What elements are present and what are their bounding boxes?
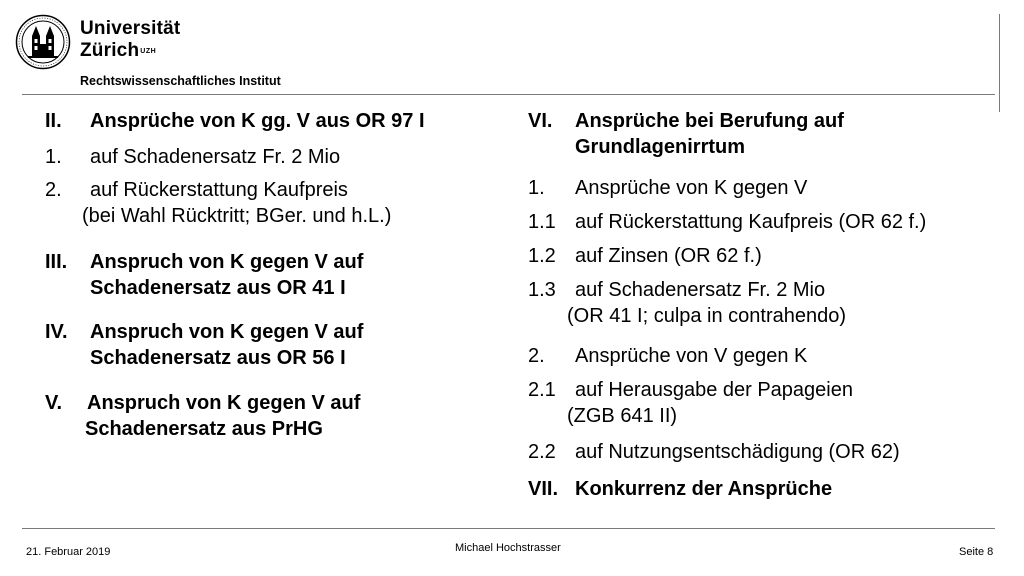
item-number: 1. — [45, 146, 62, 168]
footer-divider — [22, 528, 995, 529]
heading-line-1: Anspruch von K gegen V auf — [90, 251, 364, 273]
heading-line-2: Grundlagenirrtum — [575, 136, 746, 158]
item-number: 1. — [528, 177, 545, 199]
university-name-line1: Universität — [80, 18, 181, 39]
item-number: 2. — [528, 345, 545, 367]
item-number: 1.1 — [528, 211, 556, 233]
heading-iii — [45, 249, 495, 319]
heading-vii — [528, 476, 998, 502]
item-text: auf Herausgabe der Papageien — [575, 379, 853, 401]
university-abbrev: UZH — [140, 48, 157, 55]
item-number: 2. — [45, 179, 62, 201]
heading-number: VII. — [528, 478, 559, 500]
item-note: (ZGB 641 II) — [567, 405, 678, 427]
header-vertical-bar — [999, 14, 1000, 112]
heading-line-1: Anspruch von K gegen V auf — [90, 321, 364, 343]
heading-line-2: Schadenersatz aus PrHG — [85, 418, 323, 440]
item-number: 1.2 — [528, 245, 556, 267]
university-city: Zürich — [80, 40, 140, 61]
item-text: auf Nutzungsentschädigung (OR 62) — [575, 441, 900, 463]
list-item-1 — [528, 175, 998, 209]
heading-vi — [528, 108, 998, 175]
list-item-1-2 — [528, 243, 998, 277]
heading-number: IV. — [45, 321, 68, 343]
list-item-2 — [45, 177, 495, 249]
list-item-2-2 — [528, 439, 998, 476]
item-text: Ansprüche von K gegen V — [575, 177, 808, 199]
item-text: auf Zinsen (OR 62 f.) — [575, 245, 762, 267]
item-number: 2.1 — [528, 379, 556, 401]
heading-ii — [45, 108, 495, 144]
footer-page-number: Seite 8 — [959, 546, 994, 558]
heading-line-1: Ansprüche bei Berufung auf — [575, 110, 844, 132]
list-item-2 — [528, 343, 998, 377]
heading-number: VI. — [528, 110, 553, 132]
heading-v — [45, 390, 495, 442]
footer-date: 21. Februar 2019 — [26, 546, 111, 558]
item-text: auf Schadenersatz Fr. 2 Mio — [90, 146, 341, 168]
university-logo-text — [80, 18, 180, 62]
footer-author: Michael Hochstrasser — [455, 542, 561, 554]
institute-name: Rechtswissenschaftliches Institut — [80, 74, 281, 88]
heading-line-2: Schadenersatz aus OR 56 I — [90, 347, 346, 369]
university-seal-icon — [15, 14, 71, 70]
heading-number: V. — [45, 392, 63, 414]
item-text: auf Rückerstattung Kaufpreis (OR 62 f.) — [575, 211, 927, 233]
heading-number: III. — [45, 251, 68, 273]
item-text: auf Schadenersatz Fr. 2 Mio — [575, 279, 826, 301]
item-text: auf Rückerstattung Kaufpreis — [90, 179, 348, 201]
heading-text: Ansprüche von K gg. V aus OR 97 I — [90, 110, 425, 132]
heading-text: Konkurrenz der Ansprüche — [575, 478, 833, 500]
university-name-line2 — [80, 40, 180, 62]
header-divider — [22, 94, 995, 95]
item-note: (bei Wahl Rücktritt; BGer. und h.L.) — [82, 205, 392, 227]
list-item-1-1 — [528, 209, 998, 243]
item-number: 2.2 — [528, 441, 556, 463]
item-text: Ansprüche von V gegen K — [575, 345, 808, 367]
left-column — [45, 108, 495, 442]
list-item-1 — [45, 144, 495, 177]
heading-iv — [45, 319, 495, 390]
list-item-2-1 — [528, 377, 998, 439]
heading-line-1: Anspruch von K gegen V auf — [87, 392, 361, 414]
item-note: (OR 41 I; culpa in contrahendo) — [567, 305, 847, 327]
heading-line-2: Schadenersatz aus OR 41 I — [90, 277, 346, 299]
item-number: 1.3 — [528, 279, 556, 301]
list-item-1-3 — [528, 277, 998, 343]
heading-number: II. — [45, 110, 62, 132]
right-column — [528, 108, 998, 502]
